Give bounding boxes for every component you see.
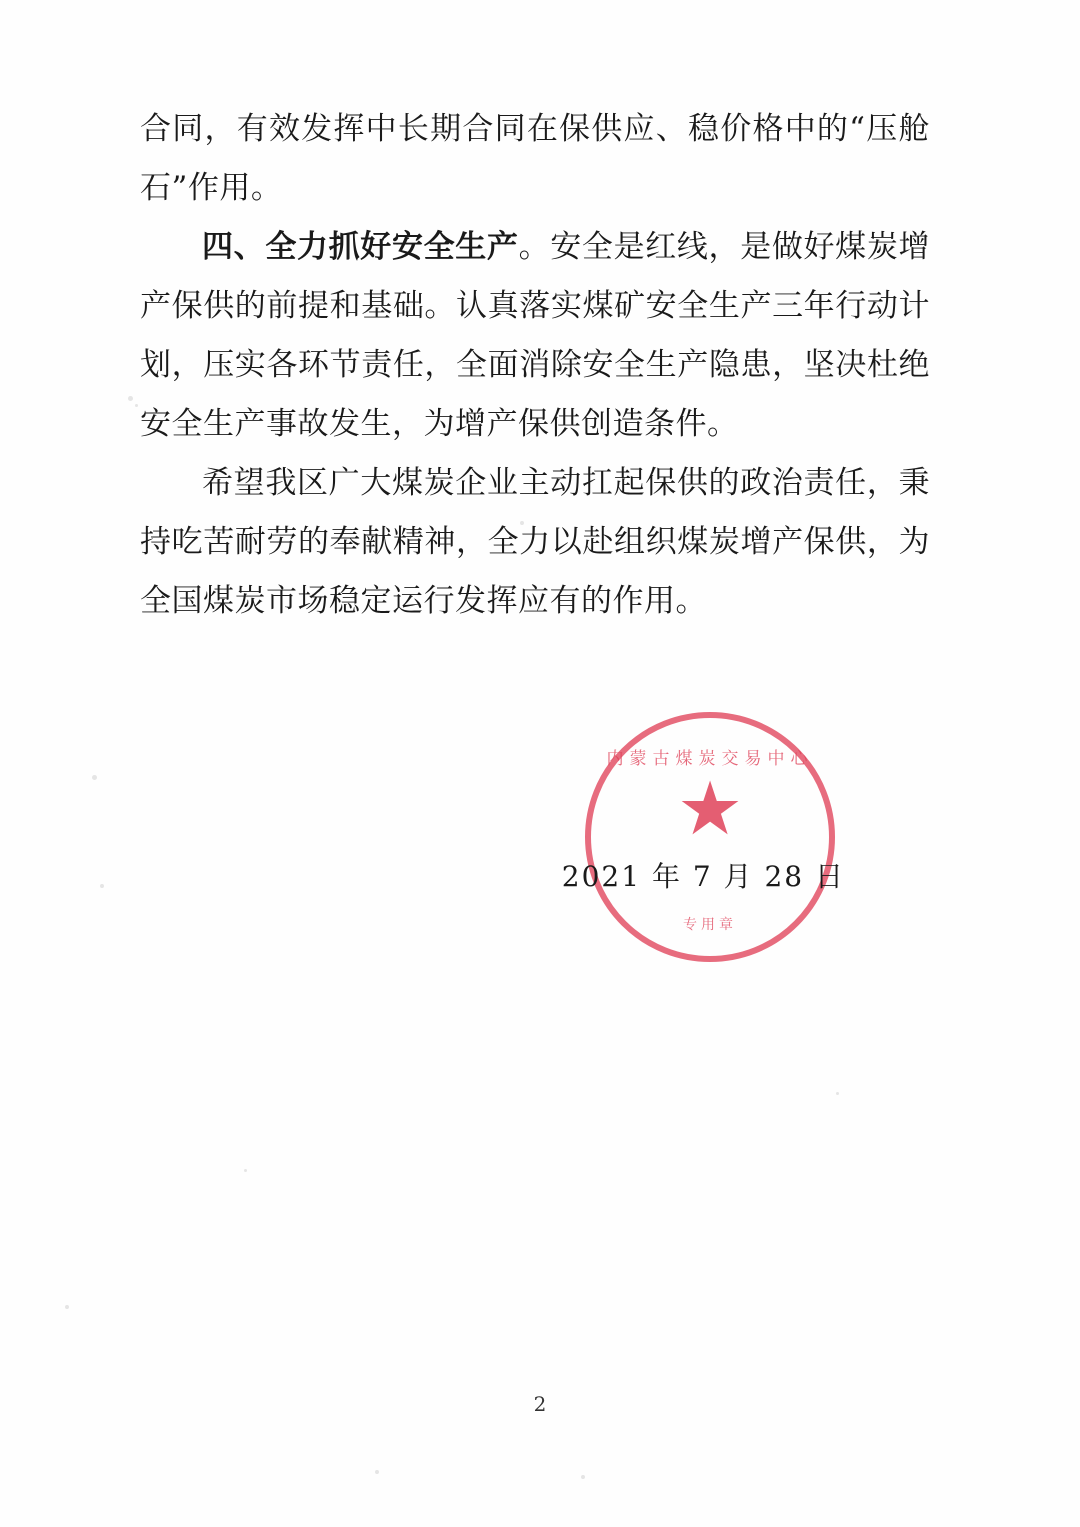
scan-speckle	[65, 1305, 69, 1309]
paragraph-closing-text: 希望我区广大煤炭企业主动扛起保供的政治责任，秉持吃苦耐劳的奉献精神，全力以赴组织煤炭增产保供，为全国煤炭市场稳定运行发挥应有的作用。	[140, 465, 930, 619]
paragraph-continued-text: 合同，有效发挥中长期合同在保供应、稳价格中的“压舱石”作用。	[140, 111, 930, 206]
scan-speckle	[244, 1169, 247, 1172]
page-number: 2	[533, 1392, 547, 1416]
paragraph-continued	[140, 100, 930, 218]
section-heading-four: 四、全力抓好安全生产	[202, 229, 519, 265]
scan-speckle	[100, 884, 104, 888]
signature-block	[140, 855, 930, 895]
paragraph-section-four-text: 。安全是红线，是做好煤炭增产保供的前提和基础。认真落实煤矿安全生产三年行动计划，压实各环节责任，全面消除安全生产隐患，坚决杜绝安全生产事故发生，为增产保供创造条件。	[140, 229, 931, 442]
scan-speckle	[135, 404, 138, 407]
official-seal-stamp: 内蒙古煤炭交易中心 ★ 专用章	[585, 712, 835, 962]
document-body	[140, 100, 930, 631]
scan-speckle	[92, 775, 97, 780]
seal-bottom-text: 专用章	[683, 917, 737, 933]
seal-top-text: 内蒙古煤炭交易中心	[606, 749, 814, 769]
signature-date: 2021 年 7 月 28 日	[561, 860, 845, 893]
scan-speckle	[375, 1470, 379, 1474]
paragraph-closing	[140, 454, 930, 631]
scan-speckle	[581, 1475, 585, 1479]
scan-speckle	[836, 1092, 839, 1095]
seal-outer-ring	[585, 712, 835, 962]
paragraph-section-four	[140, 218, 930, 454]
scan-speckle	[128, 396, 133, 401]
